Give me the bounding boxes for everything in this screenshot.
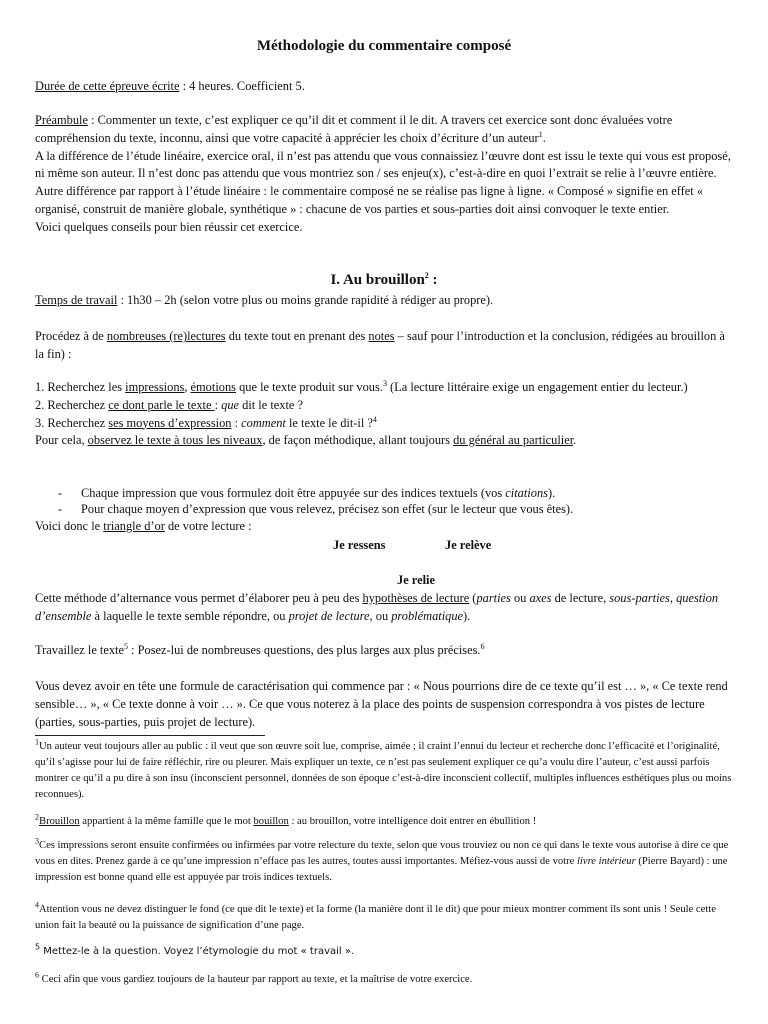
procedez-paragraph [35, 328, 735, 364]
temps-text: : 1h30 – 2h (selon votre plus ou moins grande rapidité à rédiger au propre). [117, 293, 494, 307]
methode-i4: question d’ensemble [35, 591, 719, 623]
procedez-text-c: – sauf pour l’introduction et la conclusion, rédigées au brouillon à la fin) : [35, 329, 725, 361]
preambule-text-3: Voici quelques conseils pour bien réussir cet exercice. [35, 219, 303, 234]
footnote-ref-4: 4 [372, 414, 377, 424]
methode-a: Cette méthode d’alternance vous permet d’élaborer peu à peu des [35, 591, 363, 605]
step-2-u: ce dont parle le texte [108, 397, 215, 412]
methode-c: ou [510, 591, 530, 605]
methode-b: ( [469, 591, 477, 605]
formule-paragraph: Vous devez avoir en tête une formule de caractérisation qui commence par : « Nous pourrions dire de ce texte qu’il est … », « Ce texte rend sensible… », « Ce texte donne à voir … ». Ce que vous noterez à la place des points de suspension correspondra à vos pistes de lecture (parties, sous-parties, puis projet de lecture). [35, 679, 728, 729]
step-3-c: le texte le dit-il ? [285, 415, 373, 430]
bullet-1-i: citations [505, 486, 548, 500]
footnote-separator [35, 735, 265, 736]
footnote-4 [35, 902, 735, 934]
temps-line [35, 292, 735, 310]
section-heading-end: : [428, 272, 438, 288]
step-1-b: que le texte produit sur vous. [235, 380, 383, 394]
bullet-item [58, 501, 738, 519]
step-1-u1: impressions [125, 380, 185, 394]
methode-i3: sous-parties [609, 591, 670, 605]
footnote-3-i: livre intérieur [576, 856, 636, 867]
triangle-line [35, 518, 735, 536]
bullet-dash: - [58, 502, 63, 516]
travaillez-a: Travaillez le texte [35, 643, 124, 657]
step-2-b: : [214, 397, 222, 412]
methode-u: hypothèses de lecture [362, 591, 470, 605]
triangle-a: Voici donc le [35, 519, 104, 533]
step-3-b: : [231, 415, 242, 430]
step-2-i: que [221, 397, 240, 412]
step-1-comma: , [184, 380, 191, 394]
step-3-a: 3. Recherchez [35, 415, 109, 430]
footnote-6 [35, 972, 735, 988]
footnote-3-a: Ces impressions seront ensuite confirmées ou infirmées par votre relecture du texte, selon que vous trouviez ou non ce qui dans le texte vous autorise à dire ce que vous en dites. Prenez garde à ce qu’une impression n’efface pas les autres, toutes aussi importantes. Méfiez-vous aussi de votre [35, 840, 729, 867]
step-3-i: comment [241, 415, 286, 430]
step-1-u2: émotions [190, 380, 236, 394]
footnote-5-text: Mettez-le à la question. Voyez l’étymologie du mot « travail ». [40, 946, 355, 957]
bullet-1-b: ). [547, 486, 556, 500]
temps-label: Temps de travail [35, 293, 118, 307]
procedez-text-b: du texte tout en prenant des [225, 329, 369, 343]
preambule-text-2: A la différence de l’étude linéaire, exercice oral, il n’est pas attendu que vous connaissiez l’œuvre dont est issu le texte qui vous est proposé, ni même son auteur. Il n’est donc pas attendu que vous montriez son / ses enjeu(x), c’est-à-dire en quoi l’extrait se relie à l’œuvre entière. Autre différence par rapport à l’étude linéaire : le commentaire composé ne se réalise pas ligne à ligne. « Composé » signifie en effet « organisé, construit de manière globale, synthétique » : chacune de vos parties et sous-parties doit ainsi convoquer le texte entier. [35, 148, 731, 216]
footnote-1 [35, 739, 735, 803]
methode-i1: parties [476, 591, 511, 605]
methode-e: , [669, 591, 677, 605]
duree-text: : 4 heures. Coefficient 5. [179, 79, 305, 93]
triangle-relie: Je relie [397, 573, 435, 587]
procedez-text-a: Procédez à de [35, 329, 107, 343]
pour-cela-u1: observez le texte à tous les niveaux [87, 433, 263, 448]
footnote-ref-3: 3 [382, 378, 387, 388]
pour-cela-u2: du général au particulier [453, 433, 574, 448]
step-2-c: dit le texte ? [239, 397, 304, 412]
methode-i6: problématique [391, 608, 464, 623]
steps-list [35, 379, 735, 450]
footnote-4-number: 4 [35, 900, 39, 910]
procedez-underline-2: notes [368, 329, 395, 343]
bullet-2-text: Pour chaque moyen d’expression que vous relevez, précisez son effet (sur le lecteur que vous êtes). [81, 502, 574, 516]
travaillez-b: : Posez-lui de nombreuses questions, des plus larges aux plus précises. [128, 643, 481, 657]
footnote-5 [35, 944, 735, 960]
footnote-1-text: Un auteur veut toujours aller au public : il veut que son œuvre soit lue, comprise, aimée ; il craint l’ennui du lecteur et recherche donc l’efficacité et l’originalité, qu’il s’agisse pour lui de faire réfléchir, rire ou pleurer. Mais expliquer un texte, ce n’est pas seulement expliquer ce qu’a voulu dire l’auteur, c’est aussi parfois montrer ce qu’il a pu dire à son insu (inconscient personnel, données de son époque c’est-à-dire inconscient collectif, multiples influences esthétiques plus ou moins reconnues). [35, 741, 732, 800]
preambule-end: . [542, 130, 546, 145]
preambule-label: Préambule [35, 113, 88, 127]
triangle-releve: Je relève [445, 538, 492, 552]
section-heading [0, 272, 768, 289]
triangle-b: de votre lecture : [164, 519, 252, 533]
methode-f: à laquelle le texte semble répondre, ou [91, 608, 289, 623]
page-title: Méthodologie du commentaire composé [256, 38, 512, 54]
methode-i5: projet de lecture [288, 608, 370, 623]
footnote-ref-2: 2 [424, 271, 429, 280]
footnote-5-number: 5 [35, 942, 41, 952]
duree-line [35, 78, 735, 96]
methode-h: ). [463, 608, 471, 623]
step-1-a: 1. Recherchez les [35, 380, 126, 394]
footnote-3-number: 3 [35, 836, 39, 846]
step-3-u: ses moyens d’expression [108, 415, 232, 430]
triangle-u: triangle d’or [103, 519, 165, 533]
pour-cela-b: , de façon méthodique, allant toujours [262, 433, 454, 448]
bullet-dash: - [58, 486, 63, 500]
step-1-c: (La lecture littéraire exige un engagement entier du lecteur.) [386, 380, 688, 394]
footnote-2 [35, 814, 735, 830]
footnote-2-u1: Brouillon [39, 816, 80, 827]
pour-cela-c: . [573, 433, 577, 448]
footnote-2-u2: bouillon [253, 816, 289, 827]
travaillez-line [35, 642, 735, 660]
footnote-1-number: 1 [35, 737, 39, 747]
footnote-2-b: : au brouillon, votre intelligence doit entrer en ébullition ! [288, 816, 537, 827]
pour-cela-a: Pour cela, [35, 433, 88, 448]
footnote-4-text: Attention vous ne devez distinguer le fond (ce que dit le texte) et la forme (la manière dont il le dit) que pour mieux montrer comment ils sont unis ! Seule cette union fait la beauté ou la puissance de signification d’une page. [35, 904, 716, 931]
footnote-6-number: 6 [35, 970, 39, 980]
preambule-paragraph [35, 112, 735, 237]
duree-label: Durée de cette épreuve écrite [35, 79, 180, 93]
methode-d: de lecture, [551, 591, 610, 605]
footnote-ref-6: 6 [480, 641, 485, 651]
footnote-2-a: appartient à la même famille que le mot [79, 816, 254, 827]
procedez-underline-1: nombreuses (re)lectures [106, 329, 226, 343]
section-heading-text: I. Au brouillon [330, 272, 425, 288]
step-2-a: 2. Recherchez [35, 397, 109, 412]
footnote-2-number: 2 [35, 812, 39, 822]
footnote-6-text: Ceci afin que vous gardiez toujours de la hauteur par rapport au texte, et la maîtrise de votre exercice. [39, 974, 473, 985]
methode-g: , ou [369, 608, 392, 623]
footnote-3-b: (Pierre Bayard) : une impression est bonne quand elle est appuyée par trois indices textuels. [35, 856, 728, 883]
triangle-ressens: Je ressens [333, 538, 386, 552]
methode-i2: axes [529, 591, 552, 605]
footnote-ref-5: 5 [124, 641, 128, 651]
bullet-1-a: Chaque impression que vous formulez doit être appuyée sur des indices textuels (vos [81, 486, 506, 500]
preambule-text: : Commenter un texte, c’est expliquer ce qu’il dit et comment il le dit. A travers cet exercice sont donc évaluées votre compréhension du texte, inconnu, ainsi que votre capacité à apprécier les choix d’écriture d’un auteur [35, 113, 673, 145]
methode-paragraph [35, 590, 735, 626]
footnote-ref-1: 1 [538, 129, 543, 139]
footnote-3 [35, 838, 735, 886]
